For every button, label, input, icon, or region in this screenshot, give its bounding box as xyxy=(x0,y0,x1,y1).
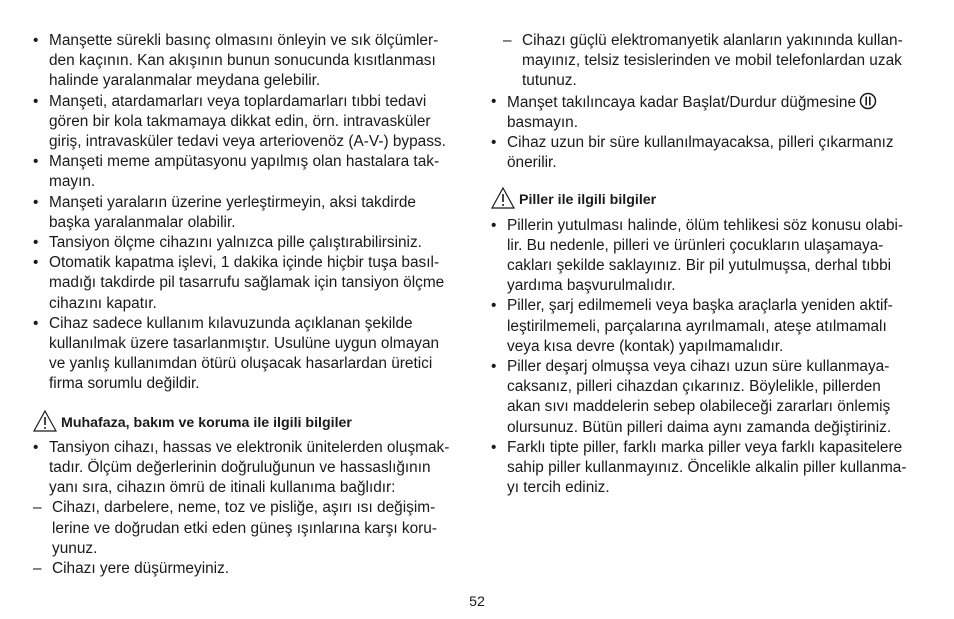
list-item-text: Manşeti meme ampütasyonu yapılmış olan hastalara tak- mayın. xyxy=(49,153,440,191)
dash: – xyxy=(503,32,512,49)
bullet: • xyxy=(491,92,497,110)
list-item xyxy=(491,357,923,438)
sub-list-item-text: Cihazı, darbelere, neme, toz ve pisliğe, aşırı ısı değişim- lerine ve doğrudan etki eden güneş ışınlarına karşı koru- yunuz. xyxy=(52,499,437,557)
list-item xyxy=(491,296,923,357)
right-column xyxy=(491,31,923,498)
sub-list-item xyxy=(33,498,465,559)
list-item xyxy=(491,92,923,133)
sub-list-item-text: Cihazı yere düşürmeyiniz. xyxy=(52,560,230,578)
sub-list-item-text: Cihazı güçlü elektromanyetik alanların yakınında kullan- mayınız, telsiz tesislerinden ve mobil telefonlardan uzak tutunuz. xyxy=(522,32,903,90)
list-item-text: Cihaz uzun bir süre kullanılmayacaksa, pilleri çıkarmanız önerilir. xyxy=(507,134,894,172)
bullet: • xyxy=(33,32,39,49)
section-title: Muhafaza, bakım ve koruma ile ilgili bilgiler xyxy=(61,414,352,431)
list-item xyxy=(491,438,923,499)
list-item xyxy=(33,193,465,233)
power-button-icon xyxy=(859,92,877,110)
bullet: • xyxy=(33,438,39,456)
list-item-text: Piller deşarj olmuşsa veya cihazı uzun süre kullanmaya- caksanız, pilleri cihazdan çıkarınız. Böylelikle, pillerden akan sıvı maddelerin sebep olabileceği zararları önlemiş olursunuz. Bütün pilleri daima aynı zamanda değiştiriniz. xyxy=(507,358,892,436)
bullet: • xyxy=(33,254,39,272)
bullet: • xyxy=(33,314,39,332)
list-item-text: Manşeti yaraların üzerine yerleştirmeyin, aksi takdirde başka yaralanmalar olabilir. xyxy=(49,193,416,231)
list-item-text-before: Manşet takılıncaya kadar Başlat/Durdur düğmesine xyxy=(507,93,857,111)
care-warning-heading xyxy=(33,410,465,433)
list-item-text-after: basmayın. xyxy=(507,113,579,131)
list-item-text: Manşette sürekli basınç olmasını önleyin ve sık ölçümler- den kaçının. Kan akışının bunun sonucunda kısıtlanması halinde yaralanmalar meydana gelebilir. xyxy=(49,32,439,90)
list-item-text: Otomatik kapatma işlevi, 1 dakika içinde hiçbir tuşa basıl- madığı takdirde pil tasarrufu sağlamak için tansiyon ölçme cihazını kapatır. xyxy=(49,254,445,312)
bullet: • xyxy=(491,358,497,376)
warning-triangle-icon xyxy=(33,410,57,432)
bullet: • xyxy=(491,297,497,315)
list-item xyxy=(33,438,465,499)
list-item-text: Piller, şarj edilmemeli veya başka araçlarla yeniden aktif- leştirilmemeli, parçalarına ayrılmamalı, ateşe atılmamalı veya kısa devre (kontak) yapılmamalıdır. xyxy=(507,297,893,355)
list-item xyxy=(33,31,465,92)
bullet: • xyxy=(33,193,39,211)
dash: – xyxy=(33,560,42,578)
list-item xyxy=(491,216,923,297)
list-item xyxy=(491,133,923,173)
list-item xyxy=(33,253,465,314)
bullet: • xyxy=(491,438,497,456)
list-item xyxy=(33,152,465,192)
list-item-text: Tansiyon cihazı, hassas ve elektronik ünitelerden oluşmak- tadır. Ölçüm değerlerinin doğruluğunun ve hassaslığının yanı sıra, cihazın ömrü de itinali kullanıma bağlıdır: xyxy=(49,438,450,497)
list-item xyxy=(33,233,465,253)
bullet: • xyxy=(491,216,497,234)
bullet: • xyxy=(33,234,39,252)
left-column xyxy=(33,31,465,579)
bullet: • xyxy=(491,134,497,152)
sub-list-item xyxy=(503,31,923,92)
battery-warning-heading xyxy=(491,187,923,210)
list-item xyxy=(33,92,465,153)
sub-list-item xyxy=(33,559,465,579)
list-item-text: Cihaz sadece kullanım kılavuzunda açıklanan şekilde kullanılmak üzere tasarlanmıştır. Usulüne uygun olmayan ve yanlış kullanımdan ötürü oluşacak hasarlardan üretici firma sorumlu değildir. xyxy=(49,314,440,393)
list-item-text: Pillerin yutulması halinde, ölüm tehlikesi söz konusu olabi- lir. Bu nedenle, pilleri ve ürünleri çocukların ulaşamaya- cakları şekilde saklayınız. Bir pil yutulmuşsa, derhal tıbbi yardıma başvurulmalıdır. xyxy=(507,216,904,295)
section-title: Piller ile ilgili bilgiler xyxy=(519,192,657,209)
bullet: • xyxy=(33,153,39,171)
page-number: 52 xyxy=(469,594,485,610)
list-item-text: Tansiyon ölçme cihazını yalnızca pille çalıştırabilirsiniz. xyxy=(49,234,422,252)
dash: – xyxy=(33,499,42,517)
list-item-text: Manşeti, atardamarları veya toplardamarları tıbbi tedavi gören bir kola takmamaya dikkat edin, örn. intravasküler giriş, intravasküler tedavi veya arteriovenöz (A-V-) bypass. xyxy=(49,92,446,151)
warning-triangle-icon xyxy=(491,187,515,209)
list-item xyxy=(33,314,465,395)
list-item-text: Farklı tipte piller, farklı marka piller veya farklı kapasitelere sahip piller kullanmayınız. Öncelikle alkalin piller kullanma- yı tercih ediniz. xyxy=(507,438,907,497)
bullet: • xyxy=(33,92,39,110)
